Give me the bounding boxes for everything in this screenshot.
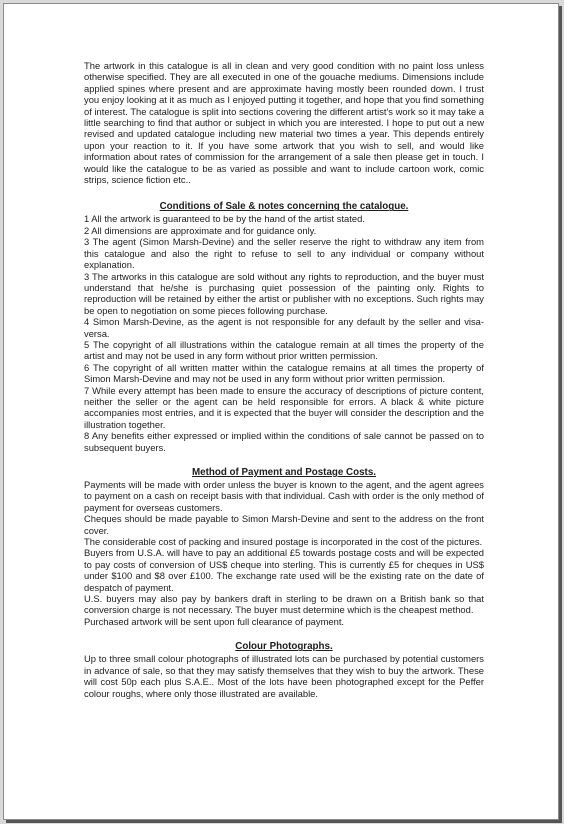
payment-paragraph: Buyers from U.S.A. will have to pay an additional £5 towards postage costs and will be expected to pay costs of conversion of US$ cheque into sterling. This is currently £5 for cheques in US$ under $100 and $8 over £100. The exchange rate used will be the existing rate on the date of despatch of payment. (84, 547, 484, 593)
condition-item: 7 While every attempt has been made to ensure the accuracy of descriptions of picture content, neither the seller or the agent can be held responsible for errors. A black & white picture accompanies most entries, and it is expected that the buyer will consider the description and the illustration together. (84, 384, 484, 430)
condition-item: 6 The copyright of all written matter within the catalogue remains at all times the property of Simon Marsh-Devine and may not be used in any form without prior written permission. (84, 361, 484, 385)
payment-heading: Method of Payment and Postage Costs. (192, 467, 376, 478)
payment-paragraph: Payments will be made with order unless the buyer is known to the agent, and the agent agrees to payment on a cash on receipt basis with that individual. Cash with order is the only method of payment for overseas customers. (84, 479, 484, 513)
conditions-section (84, 201, 484, 453)
condition-item: 5 The copyright of all illustrations within the catalogue remain at all times the property of the artist and may not be used in any form without prior written permission. (84, 338, 484, 362)
condition-item: 4 Simon Marsh-Devine, as the agent is not responsible for any default by the seller and visa-versa. (84, 316, 484, 339)
condition-item: 3 The artworks in this catalogue are sold without any rights to reproduction, and the buyer must understand that he/she is purchasing quiet possession of the painting only. Rights to reproduction will be retained by either the artist or publisher with no exceptions. Such rights may be open to negotiation on some pieces following purchase. (84, 270, 484, 316)
condition-item: 1 All the artwork is guaranteed to be by the hand of the artist stated. (84, 213, 365, 225)
catalogue-page (3, 3, 559, 820)
photos-heading: Colour Photographs. (235, 641, 333, 653)
photos-paragraph: Up to three small colour photographs of illustrated lots can be purchased by potential customers in advance of sale, so that they may satisfy themselves that they wish to buy the artwork. These will cost 50p each plus S.A.E.. Most of the lots have been photographed except for the Peffer colour roughs, where only those illustrated are available. (84, 653, 484, 699)
conditions-heading: Conditions of Sale & notes concerning the catalogue. (159, 201, 409, 213)
condition-item: 2 All dimensions are approximate and for guidance only. (84, 224, 317, 236)
condition-item: 3 The agent (Simon Marsh-Devine) and the seller reserve the right to withdraw any item from this catalogue and also the right to refuse to sell to any individual or company without explanation. (84, 236, 484, 271)
payment-section (84, 467, 484, 627)
photos-section (84, 641, 484, 699)
intro-paragraph: The artwork in this catalogue is all in clean and very good condition with no paint loss unless otherwise specified. They are all executed in one of the gouache mediums. Dimensions include applied spines where present and are approximate having mostly been rounded down. I trust you enjoy looking at it as much as I enjoyed putting it together, and hope that you find something of interest. The catalogue is split into sections covering the different artist's work so it may take a little searching to find that author or subject in which you are interested. I hope to put out a new revised and updated catalogue including new material two times a year. This depends entirely upon your reaction to it. If you have some artwork that you wish to sell, and would like information about rates of commission for the arrangement of a sale then please get in touch. I would like the catalogue to be as varied as possible and want to include cartoon work, comic strips, science fiction etc.. (84, 60, 484, 186)
payment-paragraph: U.S. buyers may also pay by bankers draft in sterling to be drawn on a British bank so that conversion charge is not necessary. The buyer must determine which is the cheapest method. (84, 593, 484, 616)
payment-paragraph: The considerable cost of packing and insured postage is incorporated in the cost of the pictures. (84, 536, 483, 548)
payment-paragraph: Purchased artwork will be sent upon full clearance of payment. (84, 615, 345, 627)
payment-paragraph: Cheques should be made payable to Simon Marsh-Devine and sent to the address on the front cover. (84, 513, 484, 536)
page-content (84, 60, 484, 699)
condition-item: 8 Any benefits either expressed or implied within the conditions of sale cannot be passed on to subsequent buyers. (84, 430, 484, 453)
